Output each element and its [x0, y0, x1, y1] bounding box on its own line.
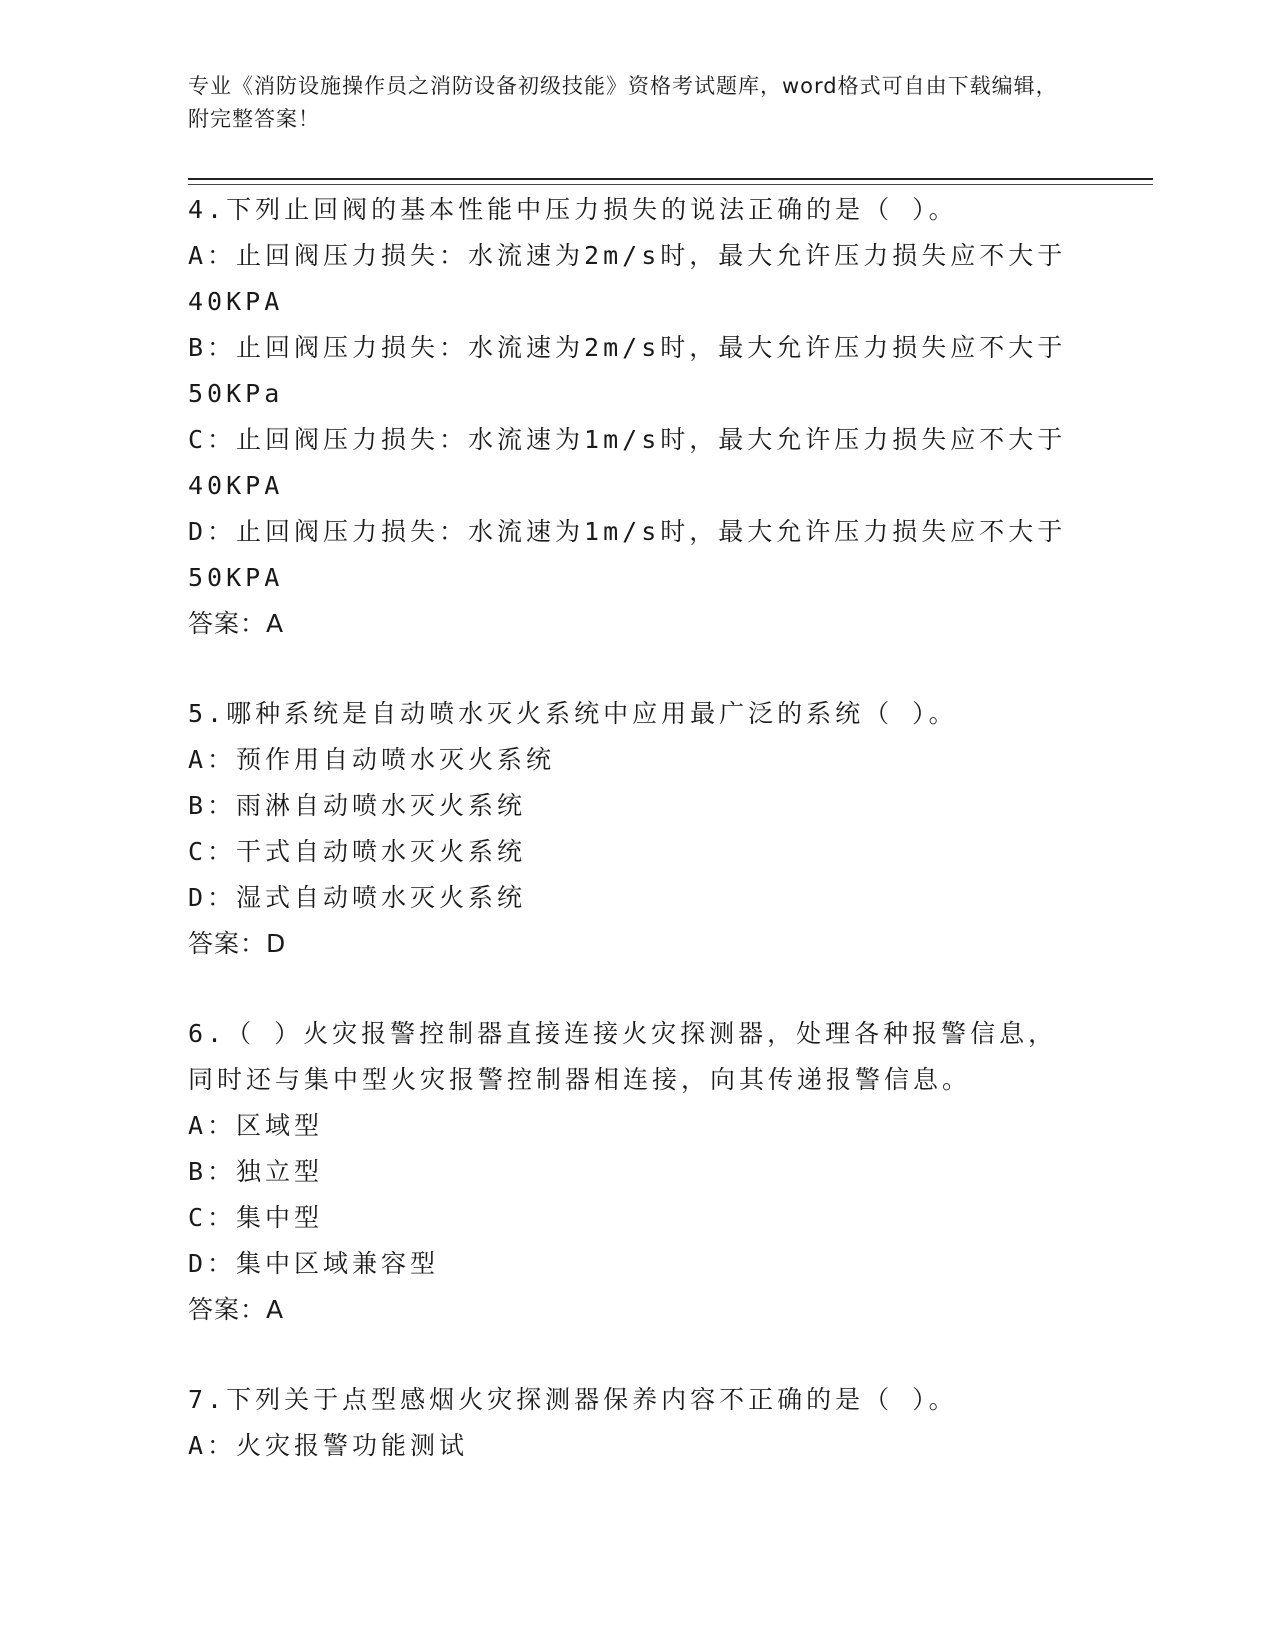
answer-key: 答案：A [188, 1295, 285, 1324]
answer-option: B：独立型 [188, 1157, 324, 1186]
answer-option: D：集中区域兼容型 [188, 1249, 440, 1278]
question-block [188, 1011, 1088, 1333]
question-stem: 同时还与集中型火灾报警控制器相连接，向其传递报警信息。 [188, 1065, 972, 1094]
answer-option: C：集中型 [188, 1203, 324, 1232]
answer-option: 50KPA [188, 563, 284, 592]
answer-option: C：止回阀压力损失：水流速为1m/s时，最大允许压力损失应不大于 [188, 425, 1067, 454]
answer-option: C：干式自动喷水灭火系统 [188, 837, 527, 866]
question-spacer [188, 967, 1088, 1011]
answer-key: 答案：A [188, 609, 285, 638]
question-block [188, 691, 1088, 967]
answer-option: 40KPA [188, 287, 284, 316]
answer-option: A：止回阀压力损失：水流速为2m/s时，最大允许压力损失应不大于 [188, 241, 1067, 270]
answer-option: D：湿式自动喷水灭火系统 [188, 883, 527, 912]
question-list [188, 187, 1088, 1469]
question-stem: 4.下列止回阀的基本性能中压力损失的说法正确的是（ ）。 [188, 195, 958, 224]
question-block [188, 187, 1088, 647]
question-stem: 7.下列关于点型感烟火灾探测器保养内容不正确的是（ ）。 [188, 1385, 958, 1414]
document-header: 专业《消防设施操作员之消防设备初级技能》资格考试题库，word格式可自由下载编辑，附完整答案！ [188, 74, 1058, 131]
answer-option: 40KPA [188, 471, 284, 500]
answer-option: D：止回阀压力损失：水流速为1m/s时，最大允许压力损失应不大于 [188, 517, 1067, 546]
header-rule-thin [188, 184, 1153, 185]
answer-option: A：预作用自动喷水灭火系统 [188, 745, 556, 774]
answer-key: 答案：D [188, 929, 287, 958]
answer-option: A：区域型 [188, 1111, 324, 1140]
answer-option: B：雨淋自动喷水灭火系统 [188, 791, 527, 820]
header-rule-thick [188, 178, 1153, 180]
question-spacer [188, 647, 1088, 691]
answer-option: 50KPa [188, 379, 284, 408]
question-block [188, 1377, 1088, 1469]
answer-option: A：火灾报警功能测试 [188, 1431, 469, 1460]
question-spacer [188, 1333, 1088, 1377]
question-stem: 5.哪种系统是自动喷水灭火系统中应用最广泛的系统（ ）。 [188, 699, 958, 728]
question-stem: 6.（ ）火灾报警控制器直接连接火灾探测器，处理各种报警信息， [188, 1019, 1058, 1048]
answer-option: B：止回阀压力损失：水流速为2m/s时，最大允许压力损失应不大于 [188, 333, 1067, 362]
